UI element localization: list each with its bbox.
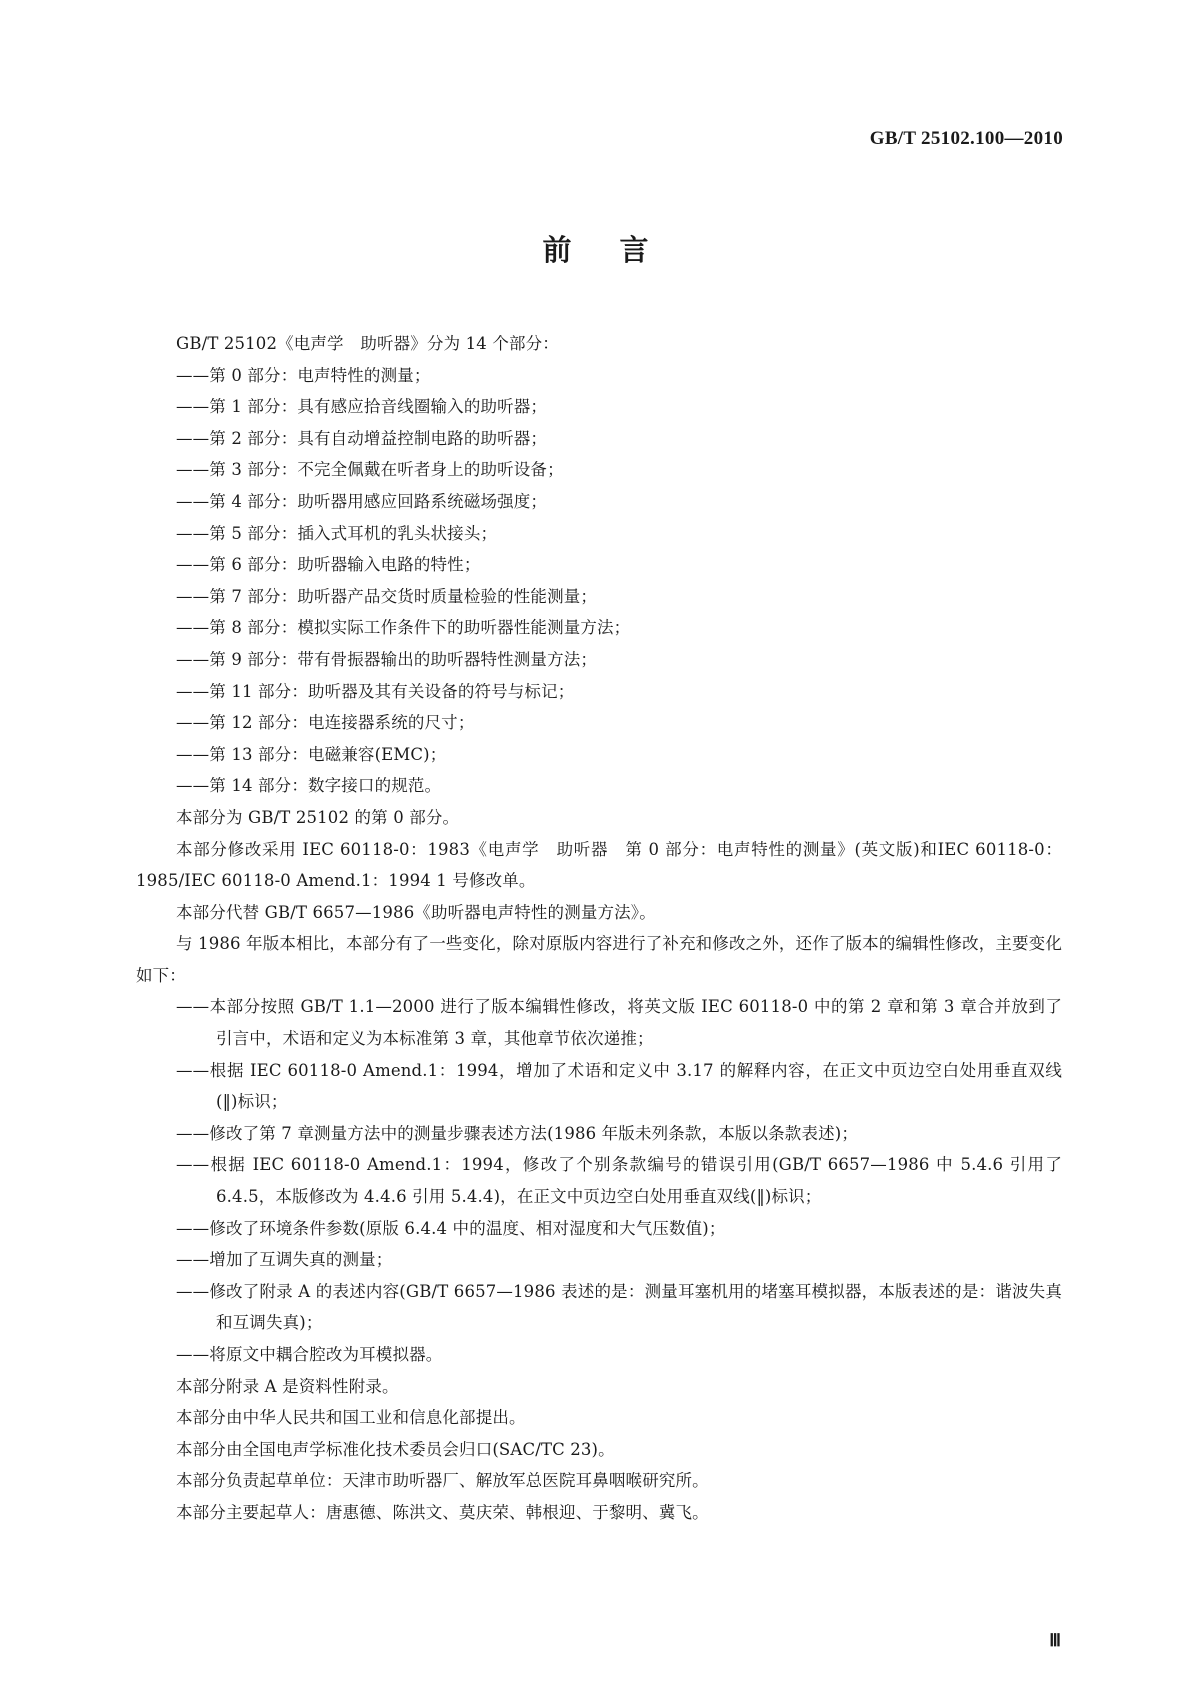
- standard-code: GB/T 25102.100—2010: [869, 128, 1063, 149]
- list-item: ——增加了互调失真的测量；: [176, 1250, 393, 1270]
- list-item: ——第 11 部分：助听器及其有关设备的符号与标记；: [176, 681, 575, 701]
- closing-paragraph: 本部分附录 A 是资料性附录。: [176, 1376, 399, 1396]
- replacement-paragraph: 本部分代替 GB/T 6657—1986《助听器电声特性的测量方法》。: [176, 902, 656, 922]
- closing-paragraph: 本部分主要起草人：唐惠德、陈洪文、莫庆荣、韩根迎、于黎明、冀飞。: [176, 1502, 709, 1522]
- parts-list: [136, 360, 1062, 802]
- foreword-body: [136, 328, 1062, 1529]
- closing-paragraph: 本部分由全国电声学标准化技术委员会归口(SAC/TC 23)。: [176, 1439, 615, 1459]
- list-item: ——修改了附录 A 的表述内容(GB/T 6657—1986 表述的是：测量耳塞机用的堵塞耳模拟器，本版表述的是：谐波失真和互调失真)；: [176, 1281, 1062, 1333]
- list-item: ——修改了第 7 章测量方法中的测量步骤表述方法(1986 年版未列条款，本版以条款表述)；: [176, 1123, 858, 1143]
- list-item: ——第 3 部分：不完全佩戴在听者身上的助听设备；: [176, 460, 564, 480]
- list-item: ——修改了环境条件参数(原版 6.4.4 中的温度、相对湿度和大气压数值)；: [176, 1218, 726, 1238]
- list-item: ——第 14 部分：数字接口的规范。: [176, 776, 442, 796]
- list-item: ——第 2 部分：具有自动增益控制电路的助听器；: [176, 428, 548, 448]
- list-item: ——第 8 部分：模拟实际工作条件下的助听器性能测量方法；: [176, 618, 631, 638]
- list-item: ——第 9 部分：带有骨振器输出的助听器特性测量方法；: [176, 649, 598, 669]
- closing-paragraph: 本部分负责起草单位：天津市助听器厂、解放军总医院耳鼻咽喉研究所。: [176, 1471, 709, 1491]
- this-part-paragraph: 本部分为 GB/T 25102 的第 0 部分。: [176, 807, 460, 827]
- list-item: ——第 0 部分：电声特性的测量；: [176, 365, 431, 385]
- list-item: ——第 4 部分：助听器用感应回路系统磁场强度；: [176, 491, 548, 511]
- closing-paragraph: 本部分由中华人民共和国工业和信息化部提出。: [176, 1408, 526, 1428]
- list-item: ——第 7 部分：助听器产品交货时质量检验的性能测量；: [176, 586, 598, 606]
- list-item: ——根据 IEC 60118-0 Amend.1：1994，增加了术语和定义中 3.17 的解释内容，在正文中页边空白处用垂直双线(‖)标识；: [176, 1060, 1062, 1112]
- intro-paragraph: GB/T 25102《电声学 助听器》分为 14 个部分：: [176, 334, 559, 353]
- adoption-paragraph: 本部分修改采用 IEC 60118-0：1983《电声学 助听器 第 0 部分：电声特性的测量》(英文版)和IEC 60118-0：1985/IEC 60118-0 Amend.1：1994 1 号修改单。: [136, 839, 1062, 891]
- list-item: ——第 1 部分：具有感应拾音线圈输入的助听器；: [176, 397, 548, 417]
- list-item: ——将原文中耦合腔改为耳模拟器。: [176, 1345, 443, 1364]
- changes-intro-paragraph: 与 1986 年版本相比，本部分有了一些变化，除对原版内容进行了补充和修改之外，还作了版本的编辑性修改，主要变化如下：: [136, 934, 1062, 985]
- list-item: ——第 5 部分：插入式耳机的乳头状接头；: [176, 523, 498, 543]
- changes-list: [136, 991, 1062, 1370]
- page-title: 前言: [542, 233, 697, 267]
- list-item: ——本部分按照 GB/T 1.1—2000 进行了版本编辑性修改，将英文版 IEC 60118-0 中的第 2 章和第 3 章合并放到了引言中，术语和定义为本标准第 3 章，其他章节依次递推；: [176, 997, 1062, 1049]
- list-item: ——第 6 部分：助听器输入电路的特性；: [176, 555, 481, 575]
- list-item: ——第 13 部分：电磁兼容(EMC)；: [176, 744, 447, 764]
- list-item: ——根据 IEC 60118-0 Amend.1：1994，修改了个别条款编号的错误引用(GB/T 6657—1986 中 5.4.6 引用了 6.4.5，本版修改为 4.4.6 引用 5.4.4)，在正文中页边空白处用垂直双线(‖)标识；: [176, 1155, 1062, 1207]
- list-item: ——第 12 部分：电连接器系统的尺寸；: [176, 713, 475, 733]
- page-number: Ⅲ: [1049, 1631, 1061, 1650]
